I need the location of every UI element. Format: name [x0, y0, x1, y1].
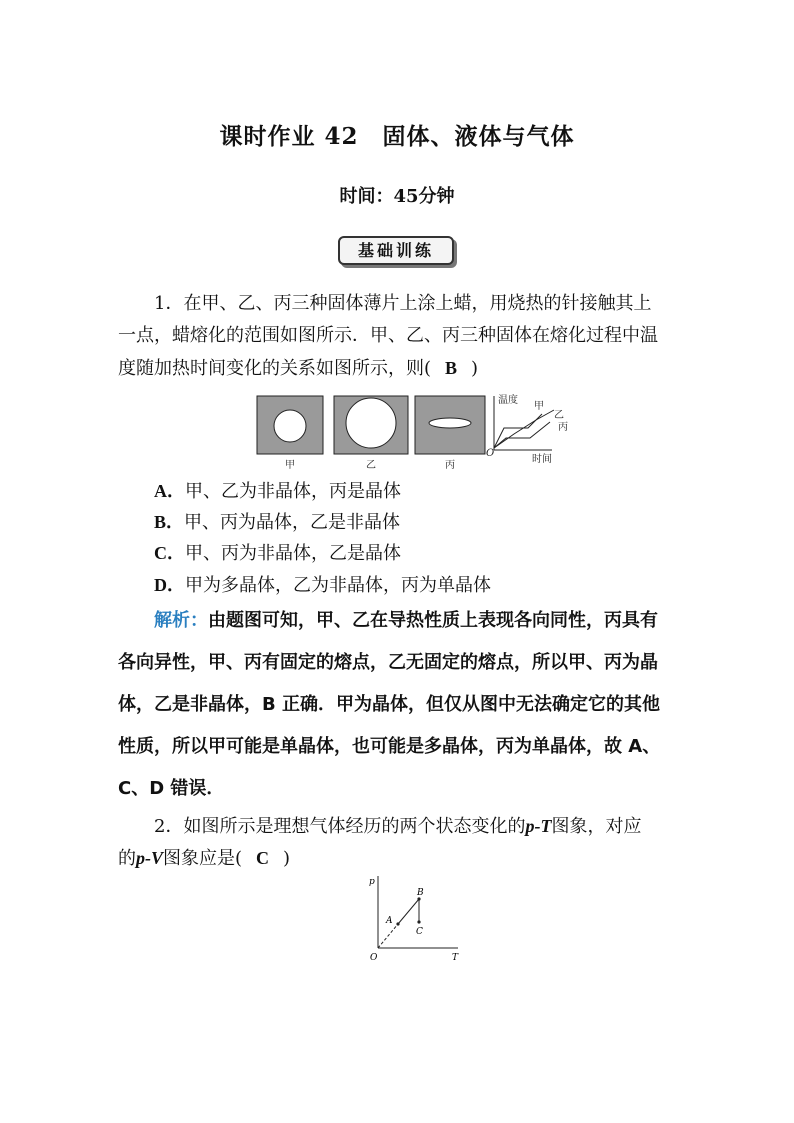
q1-answer: B	[445, 358, 458, 378]
point-c-label: C	[416, 927, 423, 937]
plate-label-yi: 乙	[366, 460, 376, 471]
q1-figure	[252, 392, 588, 474]
line-a-b	[398, 899, 419, 924]
curve-label-jia: 甲	[534, 401, 544, 412]
q1-option-a-key: A．	[154, 481, 185, 501]
q1-option-c-text: 甲、丙为非晶体，乙是晶体	[185, 543, 401, 564]
q1-analysis-line-5: C、D 错误．	[118, 778, 225, 799]
p-axis-label: p	[369, 877, 375, 887]
q1-line1: 1．在甲、乙、丙三种固体薄片上涂上蜡，用烧热的针接触其上	[154, 293, 652, 314]
melt-circle-yi	[346, 398, 396, 448]
q1-option-a-text: 甲、乙为非晶体，丙是晶体	[185, 481, 401, 502]
melt-ellipse-bing	[429, 418, 471, 428]
q2-line2: 的p-V图象应是( C )	[118, 848, 291, 869]
q1-line2: 一点，蜡熔化的范围如图所示．甲、乙、丙三种固体在熔化过程中温	[118, 325, 658, 346]
q1-option-d-text: 甲为多晶体，乙为非晶体，丙为单晶体	[185, 575, 491, 596]
melt-circle-jia	[274, 410, 306, 442]
point-a	[396, 922, 399, 925]
q1-option-b-key: B．	[154, 512, 185, 532]
curve-label-yi: 乙	[554, 410, 564, 421]
q1-option-b-text: 甲、丙为晶体，乙是非晶体	[184, 512, 401, 533]
t-axis-label: T	[452, 953, 459, 963]
time-axis-label: 时间	[532, 454, 552, 465]
temp-axis-label: 温度	[498, 395, 518, 406]
q1-option-d-key: D．	[154, 575, 185, 595]
q1-analysis-line-3: 体，乙是非晶体，B 正确．甲为晶体，但仅从图中无法确定它的其他	[118, 694, 660, 715]
point-a-label: A	[386, 916, 393, 926]
q1-line3-prefix: 度随加热时间变化的关系如图所示，则(	[118, 358, 432, 379]
curve-label-bing: 丙	[558, 422, 568, 433]
q2-figure	[366, 872, 466, 964]
q1-analysis-line-2: 各向异性，甲、丙有固定的熔点，乙无固定的熔点，所以甲、丙为晶	[118, 652, 658, 673]
q1-analysis	[118, 600, 684, 810]
origin-label: O	[370, 953, 378, 963]
point-c	[417, 920, 420, 923]
section-badge	[338, 236, 456, 266]
analysis-label: 解析：	[154, 610, 208, 631]
q1-analysis-line-4: 性质，所以甲可能是单晶体，也可能是多晶体，丙为单晶体，故 A、	[118, 736, 661, 757]
q2-var-pt: p-T	[525, 816, 552, 836]
dashed-extension	[378, 924, 398, 948]
point-b-label: B	[417, 888, 424, 898]
q2-line1: 2．如图所示是理想气体经历的两个状态变化的p-T图象，对应	[154, 816, 642, 837]
time-limit: 时间：45分钟	[339, 186, 455, 207]
plate-label-jia: 甲	[285, 460, 295, 471]
q1-analysis-line-1: 解析：由题图可知，甲、乙在导热性质上表现各向同性，丙具有	[154, 610, 658, 631]
q1-line3-suffix: )	[471, 358, 479, 379]
curve-bing	[494, 422, 550, 448]
section-badge-label: 基础训练	[338, 236, 454, 265]
page-title: 课时作业 42 固体、液体与气体	[219, 123, 575, 150]
plate-label-bing: 丙	[445, 460, 455, 471]
graph-origin: O	[486, 448, 495, 459]
q1-option-b	[154, 511, 400, 534]
q1-option-c	[154, 542, 401, 565]
q1-line3	[118, 352, 684, 385]
q1-option-d	[154, 574, 491, 597]
q2-answer: C	[256, 848, 270, 868]
q1-option-a	[154, 480, 401, 503]
q2-var-pv: p-V	[136, 848, 163, 868]
q1-option-c-key: C．	[154, 543, 185, 563]
